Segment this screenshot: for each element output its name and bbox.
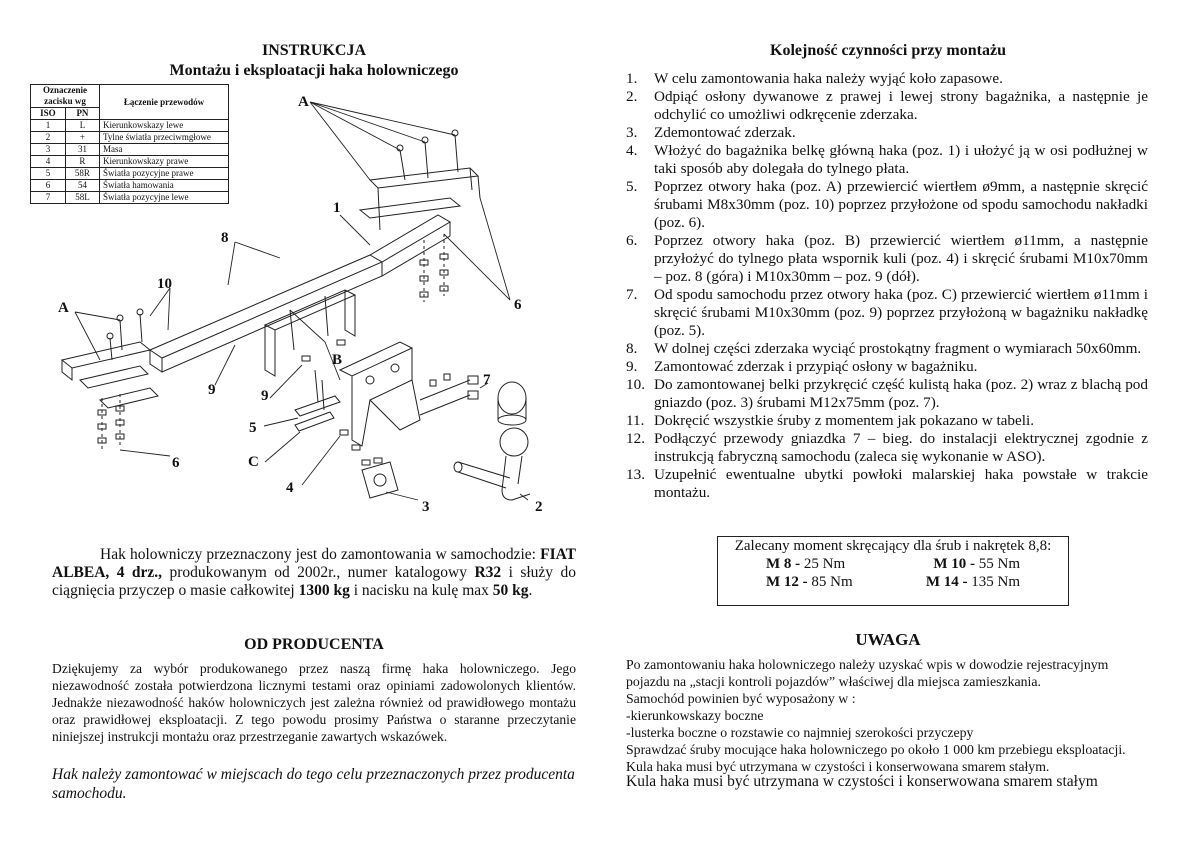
label-9-mid: 9 — [261, 388, 269, 404]
intro-paragraph — [52, 546, 576, 600]
wire-table-header-conn: Łączenie przewodów — [100, 85, 229, 120]
step-text: Do zamontowanej belki przykręcić część kulistą haka (poz. 2) wraz z blachą pod gniazdo (poz. 3) śrubami M12x75mm (poz. 7). — [654, 376, 1148, 411]
wire-table-header-code: Oznaczenie zacisku wg — [31, 85, 100, 108]
list-item — [626, 358, 1148, 376]
label-3: 3 — [422, 499, 430, 515]
producer-note: Hak należy zamontować w miejscach do tego celu przeznaczonych przez producenta samochodu. — [52, 766, 575, 802]
wire-cell-pn: 31 — [65, 144, 99, 156]
steps-heading: Kolejność czynności przy montażu — [770, 42, 1006, 59]
intro-text-2: produkowanym od 2002r., numer katalogowy — [162, 564, 475, 581]
nuts-mid — [340, 430, 382, 465]
list-item — [626, 124, 1148, 142]
step-number: 11. — [626, 412, 645, 429]
list-item — [626, 142, 1148, 178]
warning-line: Po zamontowaniu haka holowniczego należy uzyskać wpis w dowodzie rejestracyjnym pojazdu na „stacji kontroli pojazdów” właściwej dla miejsca zamieszkania. — [626, 657, 1109, 689]
torque-m14-value: 135 Nm — [967, 574, 1020, 590]
label-a-left: A — [58, 300, 69, 316]
nuts-left — [98, 394, 124, 452]
bolts-7 — [420, 374, 478, 415]
wire-cell-pn: R — [65, 156, 99, 168]
torque-title: Zalecany moment skręcający dla śrub i nakrętek 8,8: — [734, 538, 1052, 554]
list-item — [626, 376, 1148, 412]
intro-text-4: i nacisku na kulę max — [349, 582, 493, 599]
wire-cell-iso: 5 — [31, 168, 66, 180]
step-number: 4. — [626, 142, 638, 159]
step-text: Odpiąć osłony dywanowe z prawej i lewej strony bagażnika, a następnie je odchylić co umożliwi odkręcenie zderzaka. — [654, 88, 1148, 123]
label-8: 8 — [221, 230, 229, 246]
warning-line: -kierunkowskazy boczne — [626, 708, 764, 723]
label-6-right: 6 — [514, 297, 522, 313]
wire-cell-pn: + — [65, 132, 99, 144]
step-number: 9. — [626, 358, 638, 375]
wire-cell-iso: 6 — [31, 180, 66, 192]
wire-cell-desc: Światła pozycyjne lewe — [100, 192, 229, 204]
label-2: 2 — [535, 499, 543, 515]
list-item — [626, 88, 1148, 124]
wire-cell-desc: Światła hamowania — [100, 180, 229, 192]
wire-cell-iso: 2 — [31, 132, 66, 144]
nuts-right — [420, 234, 448, 302]
step-number: 7. — [626, 286, 638, 303]
torque-m10: M 10 - — [933, 556, 975, 572]
step-number: 8. — [626, 340, 638, 357]
label-7: 7 — [483, 372, 491, 388]
list-item — [626, 412, 1148, 430]
warning-line: -lusterka boczne o rozstawie co najmniej szerokości przyczepy — [626, 725, 974, 740]
leader-lines — [75, 102, 528, 500]
step-text: W celu zamontowania haka należy wyjąć koło zapasowe. — [654, 70, 1003, 87]
step-number: 6. — [626, 232, 638, 249]
producer-heading: OD PRODUCENTA — [244, 636, 384, 653]
label-6-left: 6 — [172, 455, 180, 471]
intro-text-1: Hak holowniczy przeznaczony jest do zamontowania w samochodzie: — [100, 546, 536, 563]
torque-m8: M 8 - — [766, 556, 801, 572]
label-5: 5 — [249, 420, 257, 436]
label-10: 10 — [157, 276, 172, 292]
step-text: Włożyć do bagażnika belkę główną haka (poz. 1) i ułożyć ją w osi podłużnej w taki sposób aby dolegała do tylnego płata. — [654, 142, 1148, 177]
label-4: 4 — [286, 480, 294, 496]
step-number: 3. — [626, 124, 638, 141]
wire-cell-iso: 7 — [31, 192, 66, 204]
steps-list — [626, 70, 1148, 502]
document-subtitle: Montażu i eksploatacji haka holowniczego — [169, 62, 459, 79]
bracket-a-right — [360, 130, 480, 230]
intro-load: 50 kg — [492, 582, 529, 599]
warning-text — [626, 656, 1150, 775]
document-title: INSTRUKCJA — [261, 42, 366, 59]
step-text: Dokręcić wszystkie śruby z momentem jak pokazano w tabeli. — [654, 412, 1034, 429]
intro-car: FIAT ALBEA, 4 drz., — [52, 546, 576, 581]
wire-cell-iso: 1 — [31, 120, 66, 132]
warning-line: Sprawdzać śruby mocujące haka holowniczego po około 1 000 km przebiegu eksploatacji. — [626, 742, 1126, 757]
label-a-top: A — [298, 94, 309, 110]
wire-cell-desc: Kierunkowskazy prawe — [100, 156, 229, 168]
step-text: Uzupełnić ewentualne ubytki powłoki malarskiej haka powstałe w trakcie montażu. — [654, 466, 1148, 501]
plate-5 — [295, 370, 340, 431]
step-number: 13. — [626, 466, 645, 483]
torque-m14: M 14 - — [925, 574, 968, 590]
list-item — [626, 70, 1148, 88]
wire-cell-desc: Kierunkowskazy lewe — [100, 120, 229, 132]
wire-cell-desc: Światła pozycyjne prawe — [100, 168, 229, 180]
step-text: Poprzez otwory haka (poz. A) przewiercić wiertłem ø9mm, a następnie skręcić śrubami M8x30mm (poz. 10) poprzez przyłożone od spodu samochodu nakładki (poz. 6). — [654, 178, 1148, 231]
step-number: 2. — [626, 88, 638, 105]
step-number: 10. — [626, 376, 645, 393]
torque-m12: M 12 - — [766, 574, 808, 590]
label-b: B — [332, 352, 343, 368]
list-item — [626, 286, 1148, 340]
wire-cell-desc: Tylne światła przeciwmgłowe — [100, 132, 229, 144]
list-item — [626, 232, 1148, 286]
wire-table-col-iso: ISO — [31, 108, 66, 120]
warning-last-line: Kula haka musi być utrzymana w czystości i konserwowana smarem stałym — [626, 773, 1098, 790]
intro-mass: 1300 kg — [298, 582, 350, 599]
label-1: 1 — [333, 200, 341, 216]
label-9-left: 9 — [208, 382, 216, 398]
wire-cell-pn: 58L — [65, 192, 99, 204]
wire-cell-pn: 54 — [65, 180, 99, 192]
wire-cell-pn: L — [65, 120, 99, 132]
exploded-diagram — [40, 80, 580, 520]
torque-m10-value: 55 Nm — [975, 556, 1020, 572]
torque-row-1 — [718, 555, 1068, 573]
wire-cell-iso: 3 — [31, 144, 66, 156]
torque-box — [717, 536, 1069, 606]
wire-cell-desc: Masa — [100, 144, 229, 156]
intro-catalog: R32 — [474, 564, 502, 581]
wire-table-col-pn: PN — [65, 108, 99, 120]
list-item — [626, 340, 1148, 358]
main-beam — [150, 215, 450, 372]
step-number: 5. — [626, 178, 638, 195]
wire-cell-pn: 58R — [65, 168, 99, 180]
tow-ball — [454, 382, 530, 500]
torque-m8-value: 25 Nm — [800, 556, 846, 572]
label-c: C — [248, 454, 259, 470]
step-text: W dolnej części zderzaka wyciąć prostokątny fragment o wymiarach 50x60mm. — [654, 340, 1142, 357]
step-text: Poprzez otwory haka (poz. B) przewiercić wiertłem ø11mm, a następnie przyłożyć do tylnego płata wspornik kuli (poz. 4) i skręcić śrubami M10x70mm – poz. 8 (góra) i M10x30mm – poz. 9 (dół). — [654, 232, 1148, 285]
step-text: Podłączyć przewody gniazdka 7 – bieg. do instalacji elektrycznej zgodnie z instrukcją fabryczną samochodu (zaleca się wykonanie w ASO). — [654, 430, 1148, 465]
warning-line: Kula haka musi być utrzymana w czystości i konserwowana smarem stałym. — [626, 759, 1050, 774]
list-item — [626, 178, 1148, 232]
intro-text-3: i służy do ciągnięcia przyczep o masie całkowitej — [52, 564, 576, 599]
step-text: Zdemontować zderzak. — [654, 124, 796, 141]
step-text: Zamontować zderzak i przypiąć osłony w bagażniku. — [654, 358, 978, 375]
list-item — [626, 430, 1148, 466]
warning-line: Samochód powinien być wyposażony w : — [626, 691, 856, 706]
step-number: 1. — [626, 70, 638, 87]
socket-plate — [362, 462, 398, 498]
bracket-a-left — [62, 309, 158, 408]
torque-m12-value: 85 Nm — [807, 574, 853, 590]
step-number: 12. — [626, 430, 645, 447]
steps-list-wrapper — [626, 70, 1148, 502]
warning-heading: UWAGA — [855, 630, 921, 649]
wire-cell-iso: 4 — [31, 156, 66, 168]
torque-row-2 — [718, 573, 1068, 591]
ball-bracket — [340, 342, 420, 446]
intro-text-5: . — [528, 582, 533, 599]
list-item — [626, 466, 1148, 502]
step-text: Od spodu samochodu przez otwory haka (poz. C) przewiercić wiertłem ø11mm i skręcić śrubami M10x30mm (poz. 9) poprzez przyłożoną w bagażniku nakładkę (poz. 5). — [654, 286, 1148, 339]
producer-text: Dziękujemy za wybór produkowanego przez naszą firmę haka holowniczego. Jego niezawodność została potwierdzona licznymi testami oraz opiniami zadowolonych klientów. Jednakże niezawodność haków holowniczych jest zależna również od prawidłowego montażu oraz prawidłowej eksploatacji. Z tego powodu prosimy Państwa o staranne przeczytanie niniejszej instrukcji montażu oraz przestrzeganie zawartych wskazówek. — [52, 661, 576, 744]
